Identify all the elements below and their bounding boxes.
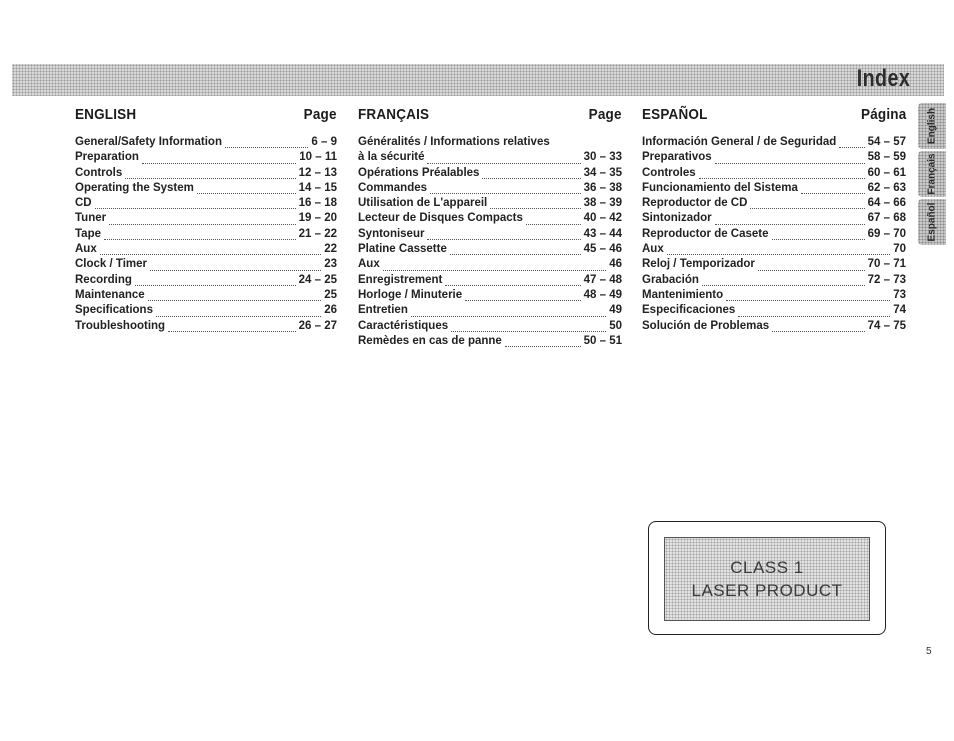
laser-label-line1: CLASS 1 [730,558,804,577]
toc-entry-label: Enregistrement [358,273,443,286]
toc-entry [75,289,337,304]
toc-entry-label: Tape [75,227,101,240]
toc-entry-label: Reproductor de CD [642,197,748,210]
spanish-header [642,106,906,128]
toc-entry-label: Aux [642,243,664,256]
toc-entry-pages: 46 [609,258,622,271]
toc-leader-dots [427,163,580,164]
toc-leader-dots [526,224,581,225]
toc-leader-dots [150,270,321,271]
toc-leader-dots [109,224,296,225]
toc-entry [75,274,337,289]
toc-entry [642,289,906,304]
toc-entry-pages: 21 – 22 [298,227,337,240]
toc-entry-pages: 34 – 35 [583,166,622,179]
laser-label-panel [664,537,870,621]
toc-entry-pages: 14 – 15 [298,181,337,194]
side-tab-francais[interactable] [918,151,946,197]
spanish-page-label: Página [860,106,906,123]
index-banner [12,64,944,96]
toc-entry-label: Utilisation de L'appareil [358,197,488,210]
toc-leader-dots [715,163,865,164]
toc-entry-pages: 74 [893,304,906,317]
toc-entry-label: Preparation [75,151,139,164]
toc-entry-pages: 62 – 63 [867,181,906,194]
toc-entry-label: Reproductor de Casete [642,227,769,240]
toc-entry-pages: 38 – 39 [583,197,622,210]
toc-entry-label: Opérations Préalables [358,166,480,179]
toc-entry-pages: 72 – 73 [867,273,906,286]
toc-entry [75,167,337,182]
toc-leader-dots [148,300,322,301]
laser-class-label [648,521,886,635]
toc-entry [358,320,622,335]
toc-entry-pages: 50 – 51 [583,334,622,347]
toc-leader-dots [667,254,890,255]
toc-entry-pages: 70 [893,243,906,256]
toc-leader-dots [490,208,580,209]
toc-entry [75,136,337,151]
toc-entry-pages: 50 [609,319,622,332]
toc-leader-dots [702,285,865,286]
toc-entry-label: Tuner [75,212,107,225]
toc-leader-dots [411,316,606,317]
toc-entry [75,304,337,319]
toc-leader-dots [715,224,865,225]
toc-entry [642,136,906,151]
toc-entry [642,258,906,273]
toc-entry [642,228,906,243]
side-tab-label: English [926,107,938,145]
toc-leader-dots [699,178,865,179]
toc-entry-pages: 69 – 70 [867,227,906,240]
toc-entry [358,182,622,197]
side-tab-label: Français [926,153,938,195]
toc-entry [75,151,337,166]
laser-label-line2: LASER PRODUCT [691,581,843,600]
french-page-label: Page [589,106,622,123]
english-title: ENGLISH [75,106,137,123]
toc-entry-pages: 19 – 20 [298,212,337,225]
side-tab-espanol[interactable] [918,199,946,245]
toc-entry [75,228,337,243]
toc-entry [642,182,906,197]
toc-entry-pages: 24 – 25 [298,273,337,286]
toc-entry [642,151,906,166]
toc-leader-dots [450,254,581,255]
toc-entry-label: Troubleshooting [75,319,166,332]
toc-entry-label: Solución de Problemas [642,319,770,332]
toc-entry [358,212,622,227]
toc-entry-pages: 23 [324,258,337,271]
toc-entry-pages: 47 – 48 [583,273,622,286]
toc-leader-dots [100,254,321,255]
toc-entry-label: Sintonizador [642,212,712,225]
english-column [75,106,337,335]
toc-entry-label: Aux [358,258,380,271]
spanish-column [642,106,906,335]
toc-leader-dots [156,316,321,317]
toc-entry [358,258,622,273]
toc-entry [358,335,622,350]
toc-entry-pages: 43 – 44 [583,227,622,240]
toc-entry [75,212,337,227]
toc-entry [642,304,906,319]
toc-entry-label: General/Safety Information [75,136,222,148]
toc-entry-label: Lecteur de Disques Compacts [358,212,523,225]
toc-leader-dots [383,270,606,271]
toc-entry-pages: 26 [324,304,337,317]
toc-entry-label: Funcionamiento del Sistema [642,181,798,194]
toc-entry-pages: 25 [324,288,337,301]
toc-entry [358,304,622,319]
toc-entry-label: CD [75,197,92,210]
toc-leader-dots [801,193,865,194]
toc-entry-label: Grabación [642,273,699,286]
toc-entry-pages: 6 – 9 [311,136,337,148]
toc-leader-dots [168,331,296,332]
language-side-tabs [918,103,946,247]
english-toc [75,136,337,335]
toc-entry-pages: 74 – 75 [867,319,906,332]
english-page-label: Page [304,106,337,123]
toc-entry-pages: 70 – 71 [867,258,906,271]
toc-entry-label: Entretien [358,304,408,317]
toc-leader-dots [95,208,296,209]
toc-leader-dots [839,147,864,148]
toc-entry-label: Généralités / Informations relatives [358,136,550,148]
french-toc [358,136,622,151]
toc-entry-label: Platine Cassette [358,243,447,256]
toc-entry-pages: 40 – 42 [583,212,622,225]
toc-entry-heading [358,136,622,151]
toc-leader-dots [750,208,864,209]
toc-leader-dots [451,331,606,332]
toc-entry-pages: 64 – 66 [867,197,906,210]
side-tab-label: Español [926,202,938,242]
toc-entry-label: Operating the System [75,181,194,194]
toc-entry-pages: 36 – 38 [583,181,622,194]
toc-entry-label: Reloj / Temporizador [642,258,755,271]
toc-entry-pages: 73 [893,288,906,301]
toc-entry-pages: 30 – 33 [583,151,622,164]
toc-leader-dots [738,316,890,317]
spanish-toc [642,136,906,335]
french-column [358,106,622,350]
toc-entry-label: Commandes [358,181,428,194]
toc-leader-dots [142,163,296,164]
french-title: FRANÇAIS [358,106,430,123]
toc-leader-dots [445,285,580,286]
toc-entry-pages: 22 [324,243,337,256]
toc-leader-dots [772,331,864,332]
toc-entry [75,197,337,212]
toc-entry [358,197,622,212]
toc-leader-dots [772,239,865,240]
toc-leader-dots [125,178,295,179]
toc-entry [642,197,906,212]
toc-entry-label: Specifications [75,304,153,317]
toc-entry-label: Mantenimiento [642,288,724,301]
toc-entry [358,289,622,304]
toc-entry-pages: 12 – 13 [298,166,337,179]
toc-entry-label: Maintenance [75,288,145,301]
toc-entry-pages: 54 – 57 [867,136,906,148]
toc-entry-label: Especificaciones [642,304,736,317]
side-tab-english[interactable] [918,103,946,149]
toc-entry-label: Controls [75,166,123,179]
toc-entry [642,320,906,335]
toc-entry [358,243,622,258]
toc-entry-label: Controles [642,166,696,179]
toc-entry-pages: 26 – 27 [298,319,337,332]
toc-leader-dots [197,193,296,194]
toc-entry-label: Remèdes en cas de panne [358,334,502,347]
toc-entry-label: Preparativos [642,151,712,164]
toc-entry [75,182,337,197]
english-header [75,106,337,128]
toc-entry [642,274,906,289]
french-header [358,106,622,128]
toc-entry [642,243,906,258]
toc-entry-pages: 10 – 11 [299,151,337,164]
toc-leader-dots [726,300,890,301]
toc-entry [358,167,622,182]
toc-entry [358,151,622,166]
toc-entry [75,320,337,335]
toc-leader-dots [482,178,580,179]
toc-entry [358,228,622,243]
toc-entry [75,243,337,258]
toc-entry [642,167,906,182]
toc-leader-dots [427,239,580,240]
spanish-title: ESPAÑOL [642,106,708,123]
toc-entry-label: Syntoniseur [358,227,425,240]
toc-entry-label: Información General / de Seguridad [642,136,837,148]
french-toc-entries [358,151,622,350]
toc-entry-label: Caractéristiques [358,319,449,332]
toc-leader-dots [430,193,581,194]
index-title: Index [856,65,910,92]
toc-entry-label: Clock / Timer [75,258,148,271]
toc-entry [642,212,906,227]
toc-entry-label: Aux [75,243,97,256]
toc-entry-pages: 16 – 18 [298,197,337,210]
toc-leader-dots [104,239,296,240]
page-number: 5 [926,646,932,657]
toc-entry-label: Horloge / Minuterie [358,288,463,301]
toc-leader-dots [758,270,865,271]
toc-entry [358,274,622,289]
toc-leader-dots [135,285,296,286]
toc-entry-pages: 58 – 59 [867,151,906,164]
toc-entry-pages: 60 – 61 [867,166,906,179]
toc-leader-dots [225,147,308,148]
toc-entry-label: à la sécurité [358,151,425,164]
toc-entry-pages: 45 – 46 [583,243,622,256]
toc-entry-pages: 48 – 49 [583,288,622,301]
toc-entry-pages: 67 – 68 [867,212,906,225]
toc-leader-dots [505,346,581,347]
toc-entry-pages: 49 [609,304,622,317]
toc-leader-dots [465,300,580,301]
toc-entry-label: Recording [75,273,132,286]
toc-entry [75,258,337,273]
